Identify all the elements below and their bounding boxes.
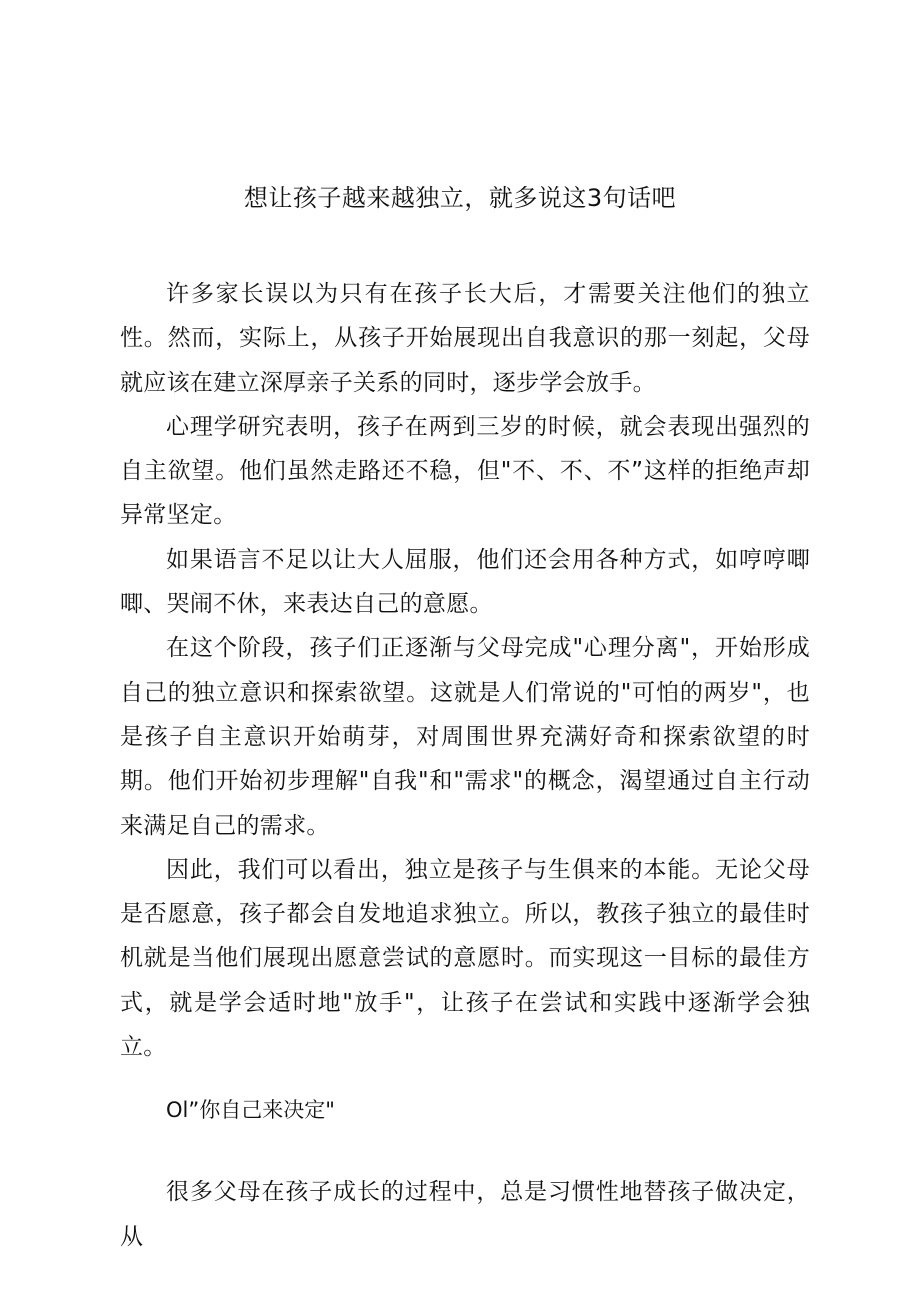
paragraph-2: 心理学研究表明，孩子在两到三岁的时候，就会表现出强烈的自主欲望。他们虽然走路还不稳，但"不、不、不”这样的拒绝声却异常坚定。 [120, 413, 810, 529]
document-body [120, 272, 810, 1259]
paragraph-4: 在这个阶段，孩子们正逐渐与父母完成"心理分离"，开始形成自己的独立意识和探索欲望。这就是人们常说的"可怕的两岁"，也是孩子自主意识开始萌芽，对周围世界充满好奇和探索欲望的时期。他们开始初步理解"自我"和"需求"的概念，渴望通过自主行动来满足自己的需求。 [120, 635, 810, 839]
paragraph-5: 因此，我们可以看出，独立是孩子与生俱来的本能。无论父母是否愿意，孩子都会自发地追求独立。所以，教孩子独立的最佳时机就是当他们展现出愿意尝试的意愿时。而实现这一目标的最佳方式，就是学会适时地"放手"，让孩子在尝试和实践中逐渐学会独立。 [120, 856, 810, 1061]
document-title: 想让孩子越来越独立，就多说这3句话吧 [243, 184, 677, 212]
paragraph-6: 很多父母在孩子成长的过程中，总是习惯性地替孩子做决定，从 [120, 1179, 810, 1250]
section-heading: Ol”你自己来决定" [166, 1098, 335, 1123]
paragraph-3: 如果语言不足以让大人屈服，他们还会用各种方式，如哼哼唧唧、哭闹不休，来表达自己的意愿。 [120, 546, 810, 618]
paragraph-1: 许多家长误以为只有在孩子长大后，才需要关注他们的独立性。然而，实际上，从孩子开始展现出自我意识的那一刻起，父母就应该在建立深厚亲子关系的同时，逐步学会放手。 [120, 281, 810, 396]
